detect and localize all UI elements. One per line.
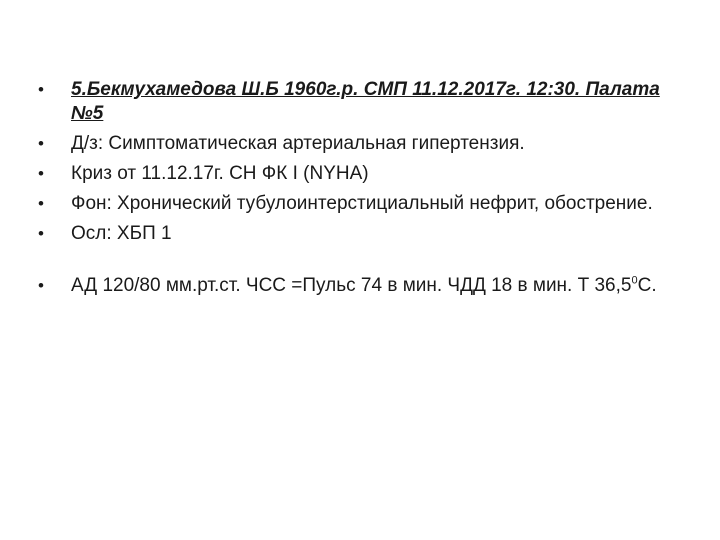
patient-title: 5.Бекмухамедова Ш.Б 1960г.р. СМП 11.12.2017г. 12:30. Палата №5 (71, 79, 660, 124)
vitals-main: АД 120/80 мм.рт.ст. ЧСС =Пульс 74 в мин. ЧДД 18 в мин. Т 36,5 (71, 275, 632, 296)
list-item-patient-title (38, 78, 678, 126)
list-item-vitals (38, 274, 678, 298)
list-item-background (38, 192, 678, 216)
list-item-diagnosis (38, 132, 678, 156)
background-text: Фон: Хронический тубулоинтерстициальный нефрит, обострение. (71, 193, 653, 214)
bullet-marker: • (38, 164, 44, 183)
diagnosis-text: Д/з: Симптоматическая артериальная гипертензия. (71, 133, 525, 154)
complication-text: Осл: ХБП 1 (71, 223, 172, 244)
crisis-text: Криз от 11.12.17г. СН ФК I (NYHA) (71, 163, 369, 184)
vitals-text (71, 275, 657, 296)
bullet-marker: • (38, 224, 44, 243)
bullet-marker: • (38, 134, 44, 153)
list-item-crisis (38, 162, 678, 186)
bullet-list (38, 78, 678, 304)
list-item-complication (38, 222, 678, 246)
degree-superscript: 0 (631, 274, 638, 287)
vitals-unit: С. (637, 275, 657, 296)
bullet-marker: • (38, 194, 44, 213)
bullet-marker: • (38, 80, 44, 99)
bullet-marker: • (38, 276, 44, 295)
